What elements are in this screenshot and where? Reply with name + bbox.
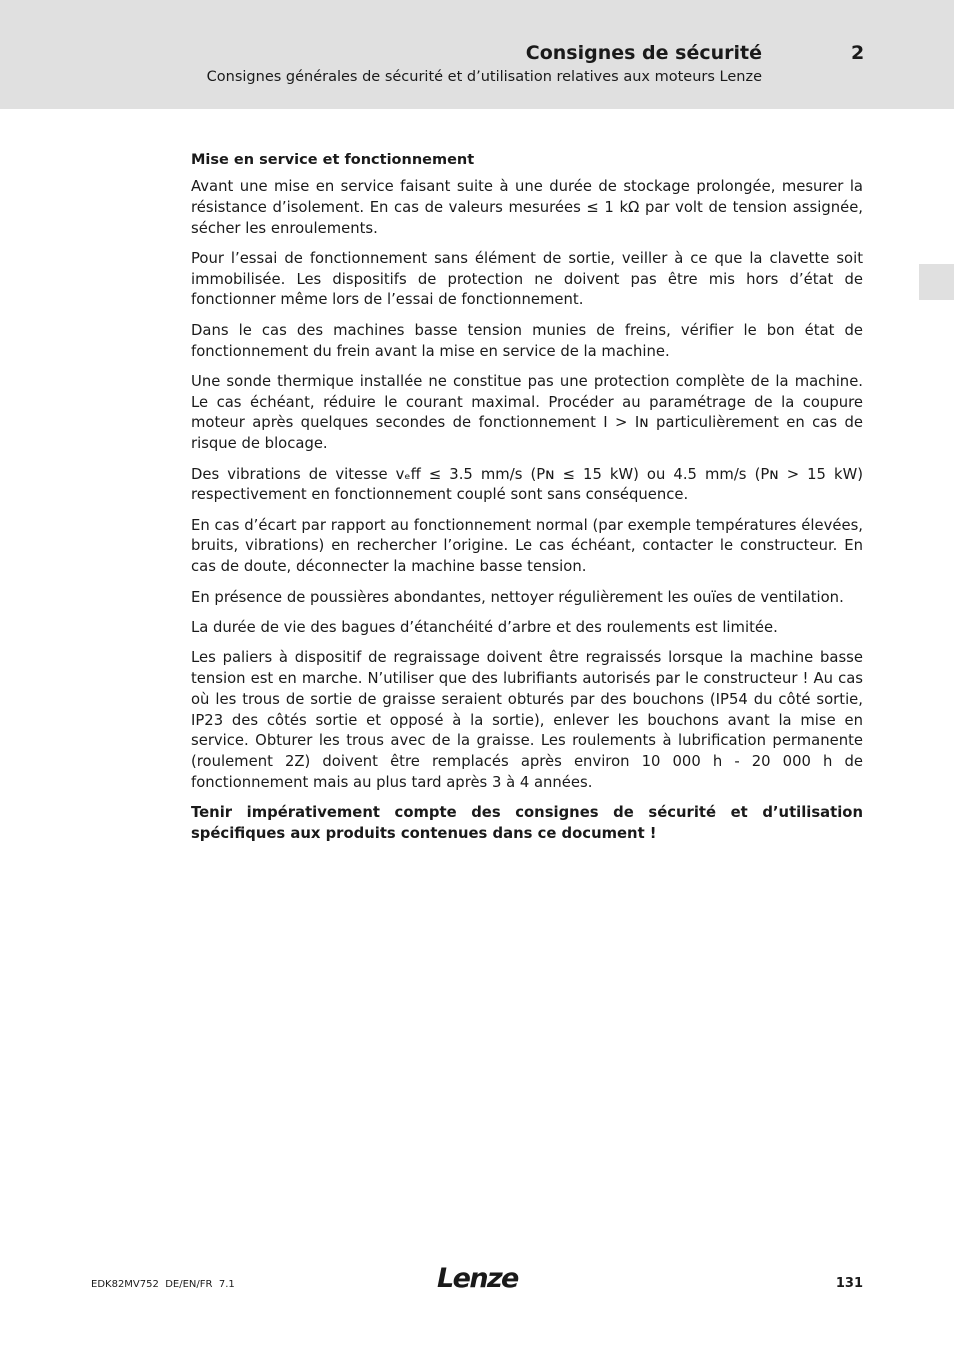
paragraph-dust: En présence de poussières abondantes, nettoyer régulièrement les ouïes de ventilation. xyxy=(191,588,844,606)
page-number: 131 xyxy=(835,1276,863,1291)
paragraph-test-run: Pour l’essai de fonctionnement sans élément de sortie, veiller à ce que la clavette soit immobilisée. Les dispositifs de protection ne doivent pas être mis hors d’état de fonctionner même lors de l’essai de fonctionnement. xyxy=(191,249,863,309)
chapter-subtitle: Consignes générales de sécurité et d’utilisation relatives aux moteurs Lenze xyxy=(206,69,762,85)
chapter-title: Consignes de sécurité xyxy=(525,42,762,64)
paragraph-thermal-sensor: Une sonde thermique installée ne constitue pas une protection complète de la machine. Le cas échéant, réduire le courant maximal. Procéder au paramétrage de la coupure moteur après quelques secondes de fonctionnement I > Iɴ particulièrement en cas de risque de blocage. xyxy=(191,372,863,453)
chapter-number: 2 xyxy=(851,42,865,64)
header-band xyxy=(0,0,954,109)
document-id: EDK82MV752 DE/EN/FR 7.1 xyxy=(91,1279,235,1290)
chapter-side-tab xyxy=(919,264,954,300)
paragraph-relubrication: Les paliers à dispositif de regraissage doivent être regraissés lorsque la machine basse tension est en marche. N’utiliser que des lubrifiants autorisés par le constructeur ! Au cas où les trous de sortie de graisse seraient obturés par des bouchons (IP54 du côté sortie, IP23 des côtés sortie et opposé à la sortie), enlever les bouchons avant la mise en service. Obturer les trous avec de la graisse. Les roulements à lubrification permanente (roulement 2Z) doivent être remplacés après environ 10 000 h - 20 000 h de fonctionnement mais au plus tard après 3 à 4 années. xyxy=(191,649,863,791)
paragraph-seals-bearings: La durée de vie des bagues d’étanchéité d’arbre et des roulements est limitée. xyxy=(191,618,778,636)
section-heading: Mise en service et fonctionnement xyxy=(191,152,475,168)
safety-warning: Tenir impérativement compte des consignes de sécurité et d’utilisation spécifiques aux produits contenues dans ce document ! xyxy=(191,804,863,843)
paragraph-insulation: Avant une mise en service faisant suite à une durée de stockage prolongée, mesurer la résistance d’isolement. En cas de valeurs mesurées ≤ 1 kΩ par volt de tension assignée, sécher les enroulements. xyxy=(191,178,863,237)
paragraph-deviations: En cas d’écart par rapport au fonctionnement normal (par exemple températures élevées, bruits, vibrations) en rechercher l’origine. Le cas échéant, contacter le constructeur. En cas de doute, déconnecter la machine basse tension. xyxy=(191,516,863,576)
paragraph-brakes: Dans le cas des machines basse tension munies de freins, vérifier le bon état de fonctionnement du frein avant la mise en service de la machine. xyxy=(191,321,863,360)
lenze-logo: Lenze xyxy=(437,1263,518,1294)
paragraph-vibrations: Des vibrations de vitesse vₑff ≤ 3.5 mm/s (Pɴ ≤ 15 kW) ou 4.5 mm/s (Pɴ > 15 kW) respectivement en fonctionnement couplé sont sans conséquence. xyxy=(191,465,863,504)
page-content xyxy=(191,150,863,854)
